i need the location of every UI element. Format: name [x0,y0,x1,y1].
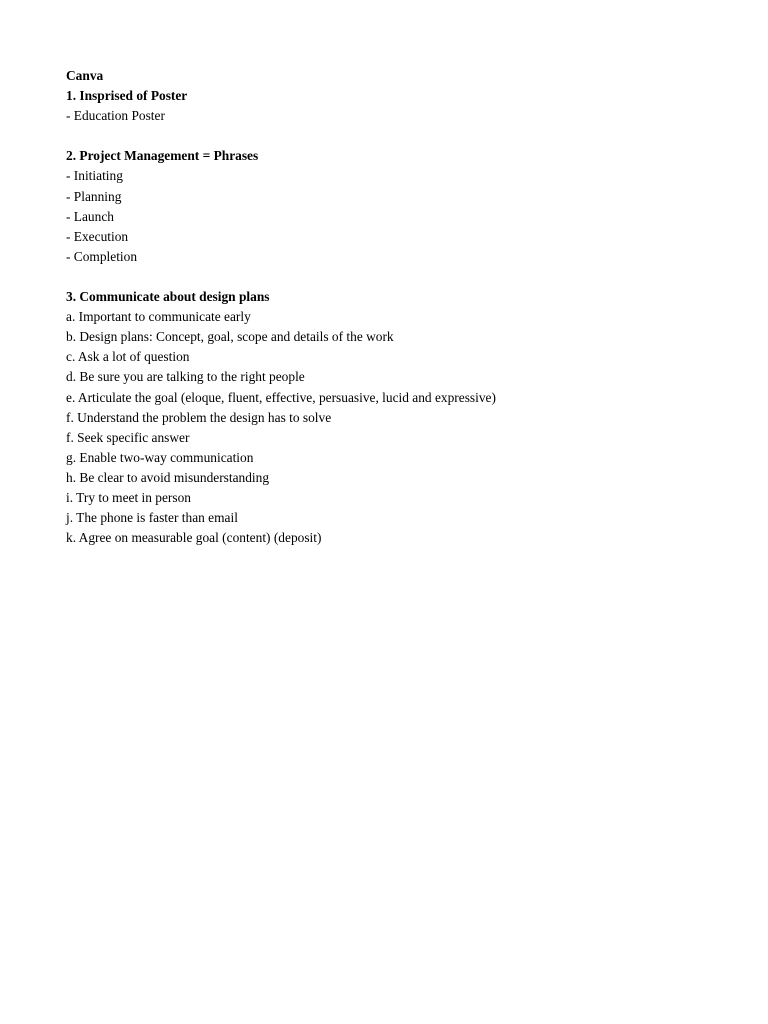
list-item: e. Articulate the goal (eloque, fluent, effective, persuasive, lucid and expressive) [66,389,496,405]
document-title: Canva [66,68,104,83]
list-item: f. Understand the problem the design has to solve [66,409,332,425]
list-item: f. Seek specific answer [66,429,190,445]
list-item: i. Try to meet in person [66,489,191,505]
section-2 [66,146,726,267]
list-item: j. The phone is faster than email [66,510,238,526]
list-item: - Planning [66,188,122,204]
list-item: a. Important to communicate early [66,309,251,325]
list-item: h. Be clear to avoid misunderstanding [66,469,270,485]
section-3-heading: 3. Communicate about design plans [66,289,270,305]
list-item: c. Ask a lot of question [66,349,190,365]
list-item: - Launch [66,208,114,224]
list-item: - Execution [66,228,129,244]
list-item: - Initiating [66,168,123,184]
list-item: k. Agree on measurable goal (content) (deposit) [66,530,322,546]
section-gap [66,126,726,146]
section-1-heading: 1. Insprised of Poster [66,88,188,104]
list-item: d. Be sure you are talking to the right people [66,369,305,385]
section-gap [66,267,726,287]
list-item: b. Design plans: Concept, goal, scope and details of the work [66,329,394,345]
section-1 [66,86,726,126]
list-item: - Completion [66,248,138,264]
section-3 [66,287,726,548]
document-page [66,66,726,548]
section-2-heading: 2. Project Management = Phrases [66,148,259,164]
list-item: g. Enable two-way communication [66,449,254,465]
list-item: - Education Poster [66,108,165,124]
